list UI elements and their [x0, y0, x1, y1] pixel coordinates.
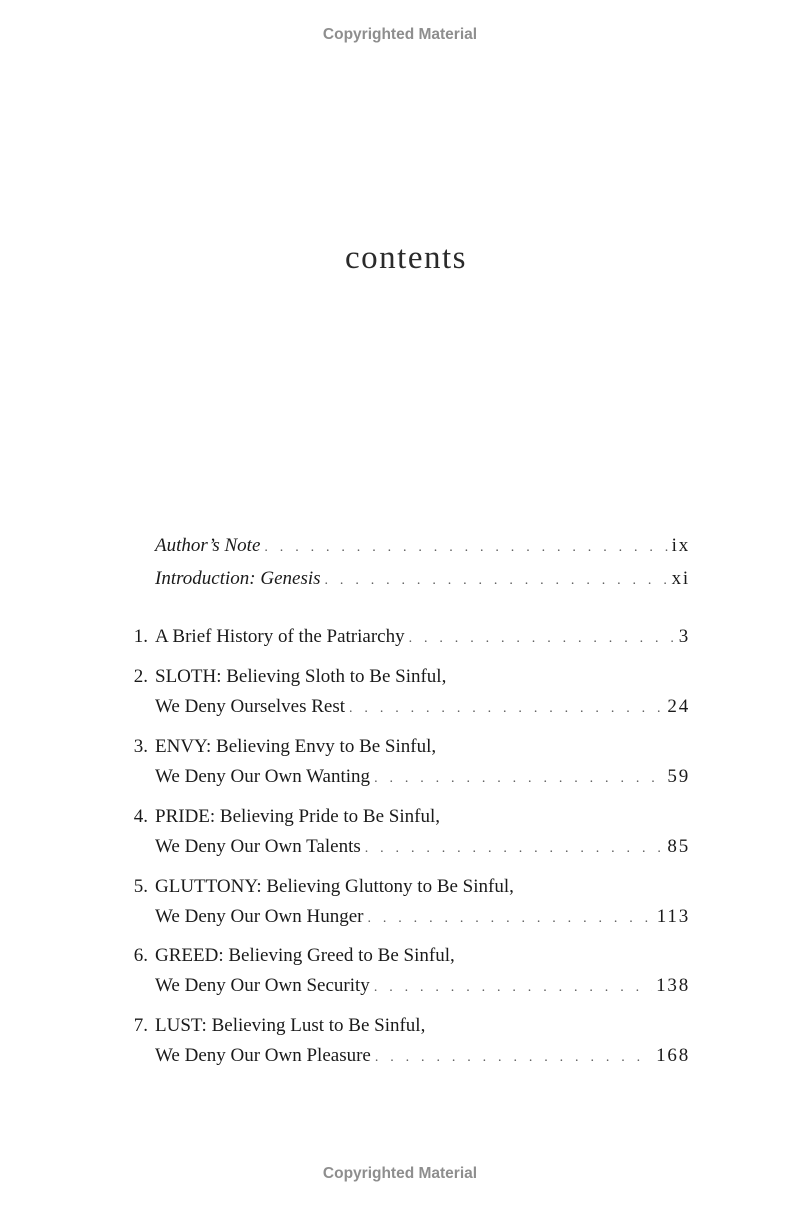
chapter-subtitle: We Deny Our Own Hunger — [155, 906, 364, 927]
dot-leader — [365, 834, 664, 864]
chapter-title: GREED: Believing Greed to Be Sinful, — [155, 945, 455, 966]
toc-entry-label: Introduction: Genesis — [155, 568, 321, 589]
toc-entry-page: xi — [671, 568, 690, 589]
dot-leader — [375, 1043, 652, 1073]
page-title: contents — [345, 240, 467, 276]
dot-leader — [264, 533, 667, 563]
chapter-number: 5. — [133, 876, 148, 897]
chapter-subtitle: We Deny Our Own Talents — [155, 836, 361, 857]
chapter-number: 4. — [133, 806, 148, 827]
toc-entry-page: 3 — [678, 626, 690, 647]
chapter-title: PRIDE: Believing Pride to Be Sinful, — [155, 806, 440, 827]
toc-entry-page: 24 — [667, 696, 690, 717]
toc-entry-page: ix — [671, 535, 690, 556]
chapter-number: 2. — [133, 666, 148, 687]
dot-leader — [374, 973, 652, 1003]
chapter-title: LUST: Believing Lust to Be Sinful, — [155, 1015, 426, 1036]
chapter-title: A Brief History of the Patriarchy — [155, 626, 405, 647]
chapter-title: ENVY: Believing Envy to Be Sinful, — [155, 736, 437, 757]
watermark-bottom: Copyrighted Material — [322, 1165, 478, 1182]
chapter-number: 7. — [133, 1015, 148, 1036]
dot-leader — [367, 904, 652, 934]
toc-entry-page: 138 — [656, 975, 690, 996]
chapter-number: 6. — [133, 945, 148, 966]
dot-leader — [349, 694, 663, 724]
chapter-subtitle: We Deny Our Own Pleasure — [155, 1045, 371, 1066]
toc-entry-page: 85 — [667, 836, 690, 857]
chapter-number: 1. — [133, 626, 148, 647]
chapter-title: GLUTTONY: Believing Gluttony to Be Sinful, — [155, 876, 514, 897]
dot-leader — [374, 764, 663, 794]
chapter-subtitle: We Deny Our Own Security — [155, 975, 370, 996]
toc-entry-page: 59 — [667, 766, 690, 787]
dot-leader — [409, 624, 674, 654]
chapter-number: 3. — [133, 736, 148, 757]
chapter-title: SLOTH: Believing Sloth to Be Sinful, — [155, 666, 447, 687]
toc-entry-label: Author’s Note — [155, 535, 261, 556]
toc-entry-page: 113 — [656, 906, 690, 927]
watermark-top: Copyrighted Material — [322, 26, 478, 43]
toc-entry-page: 168 — [656, 1045, 690, 1066]
chapter-subtitle: We Deny Our Own Wanting — [155, 766, 371, 787]
chapter-subtitle: We Deny Ourselves Rest — [155, 696, 346, 717]
dot-leader — [325, 566, 668, 596]
